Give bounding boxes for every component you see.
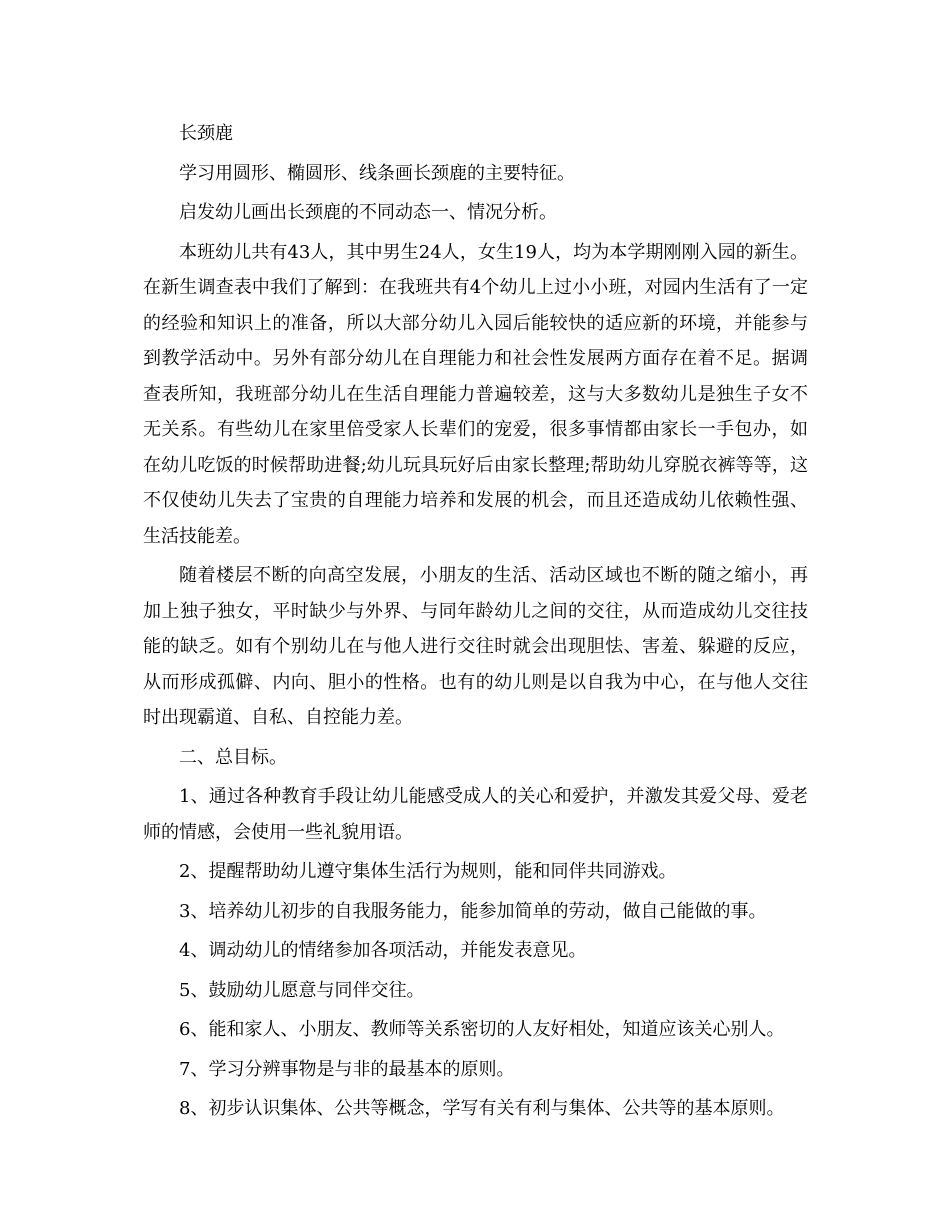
- title-paragraph: 长颈鹿: [179, 123, 233, 144]
- list-item-goal-2: 2、提醒帮助幼儿遵守集体生活行为规则，能和同伴共同游戏。: [179, 861, 677, 882]
- list-item-goal-7: 7、学习分辨事物是与非的最基本的原则。: [179, 1058, 515, 1080]
- paragraph-situation-analysis: 本班幼儿共有43人，其中男生24人，女生19人，均为本学期刚刚入园的新生。在新生调查表中我们了解到：在我班共有4个幼儿上过小小班，对园内生活有了一定的经验和知识上的准备，所以大部分幼儿入园后能较快的适应新的环境，并能参与到教学活动中。另外有部分幼儿在自理能力和社会性发展两方面存在着不足。据调查表所知，我班部分幼儿在生活自理能力普遍较差，这与大多数幼儿是独生子女不无关系。有些幼儿在家里倍受家人长辈们的宠爱，很多事情都由家长一手包办，如在幼儿吃饭的时候帮助进餐;幼儿玩具玩好后由家长整理;帮助幼儿穿脱衣裤等等，这不仅使幼儿失去了宝贵的自理能力培养和发展的机会，而且还造成幼儿依赖性强、生活技能差。: [143, 241, 808, 547]
- paragraph-goal-1: 学习用圆形、椭圆形、线条画长颈鹿的主要特征。: [179, 162, 575, 184]
- list-item-goal-4: 4、调动幼儿的情绪参加各项活动，并能发表意见。: [179, 940, 587, 961]
- list-item-goal-5: 5、鼓励幼儿愿意与同伴交往。: [179, 979, 425, 1001]
- list-item-goal-1: 1、通过各种教育手段让幼儿能感受成人的关心和爱护，并激发其爱父母、爱老师的情感，会使用一些礼貌用语。: [143, 786, 808, 843]
- list-item-goal-8: 8、初步认识集体、公共等概念，学写有关有利与集体、公共等的基本原则。: [179, 1098, 785, 1119]
- paragraph-social-development: 随着楼层不断的向高空发展，小朋友的生活、活动区域也不断的随之缩小，再加上独子独女，平时缺少与外界、与同年龄幼儿之间的交往，从而造成幼儿交往技能的缺乏。如有个别幼儿在与他人进行交往时就会出现胆怯、害羞、躲避的反应，从而形成孤僻、内向、胆小的性格。也有的幼儿则是以自我为中心，在与他人交往时出现霸道、自私、自控能力差。: [143, 565, 808, 728]
- list-item-goal-6: 6、能和家人、小朋友、教师等关系密切的人友好相处，知道应该关心别人。: [179, 1019, 785, 1040]
- document-body: [143, 116, 808, 1131]
- section-heading-overall-goals: 二、总目标。: [179, 746, 287, 768]
- list-item-goal-3: 3、培养幼儿初步的自我服务能力，能参加简单的劳动，做自己能做的事。: [179, 900, 767, 922]
- paragraph-goal-2: 启发幼儿画出长颈鹿的不同动态一、情况分析。: [179, 202, 557, 223]
